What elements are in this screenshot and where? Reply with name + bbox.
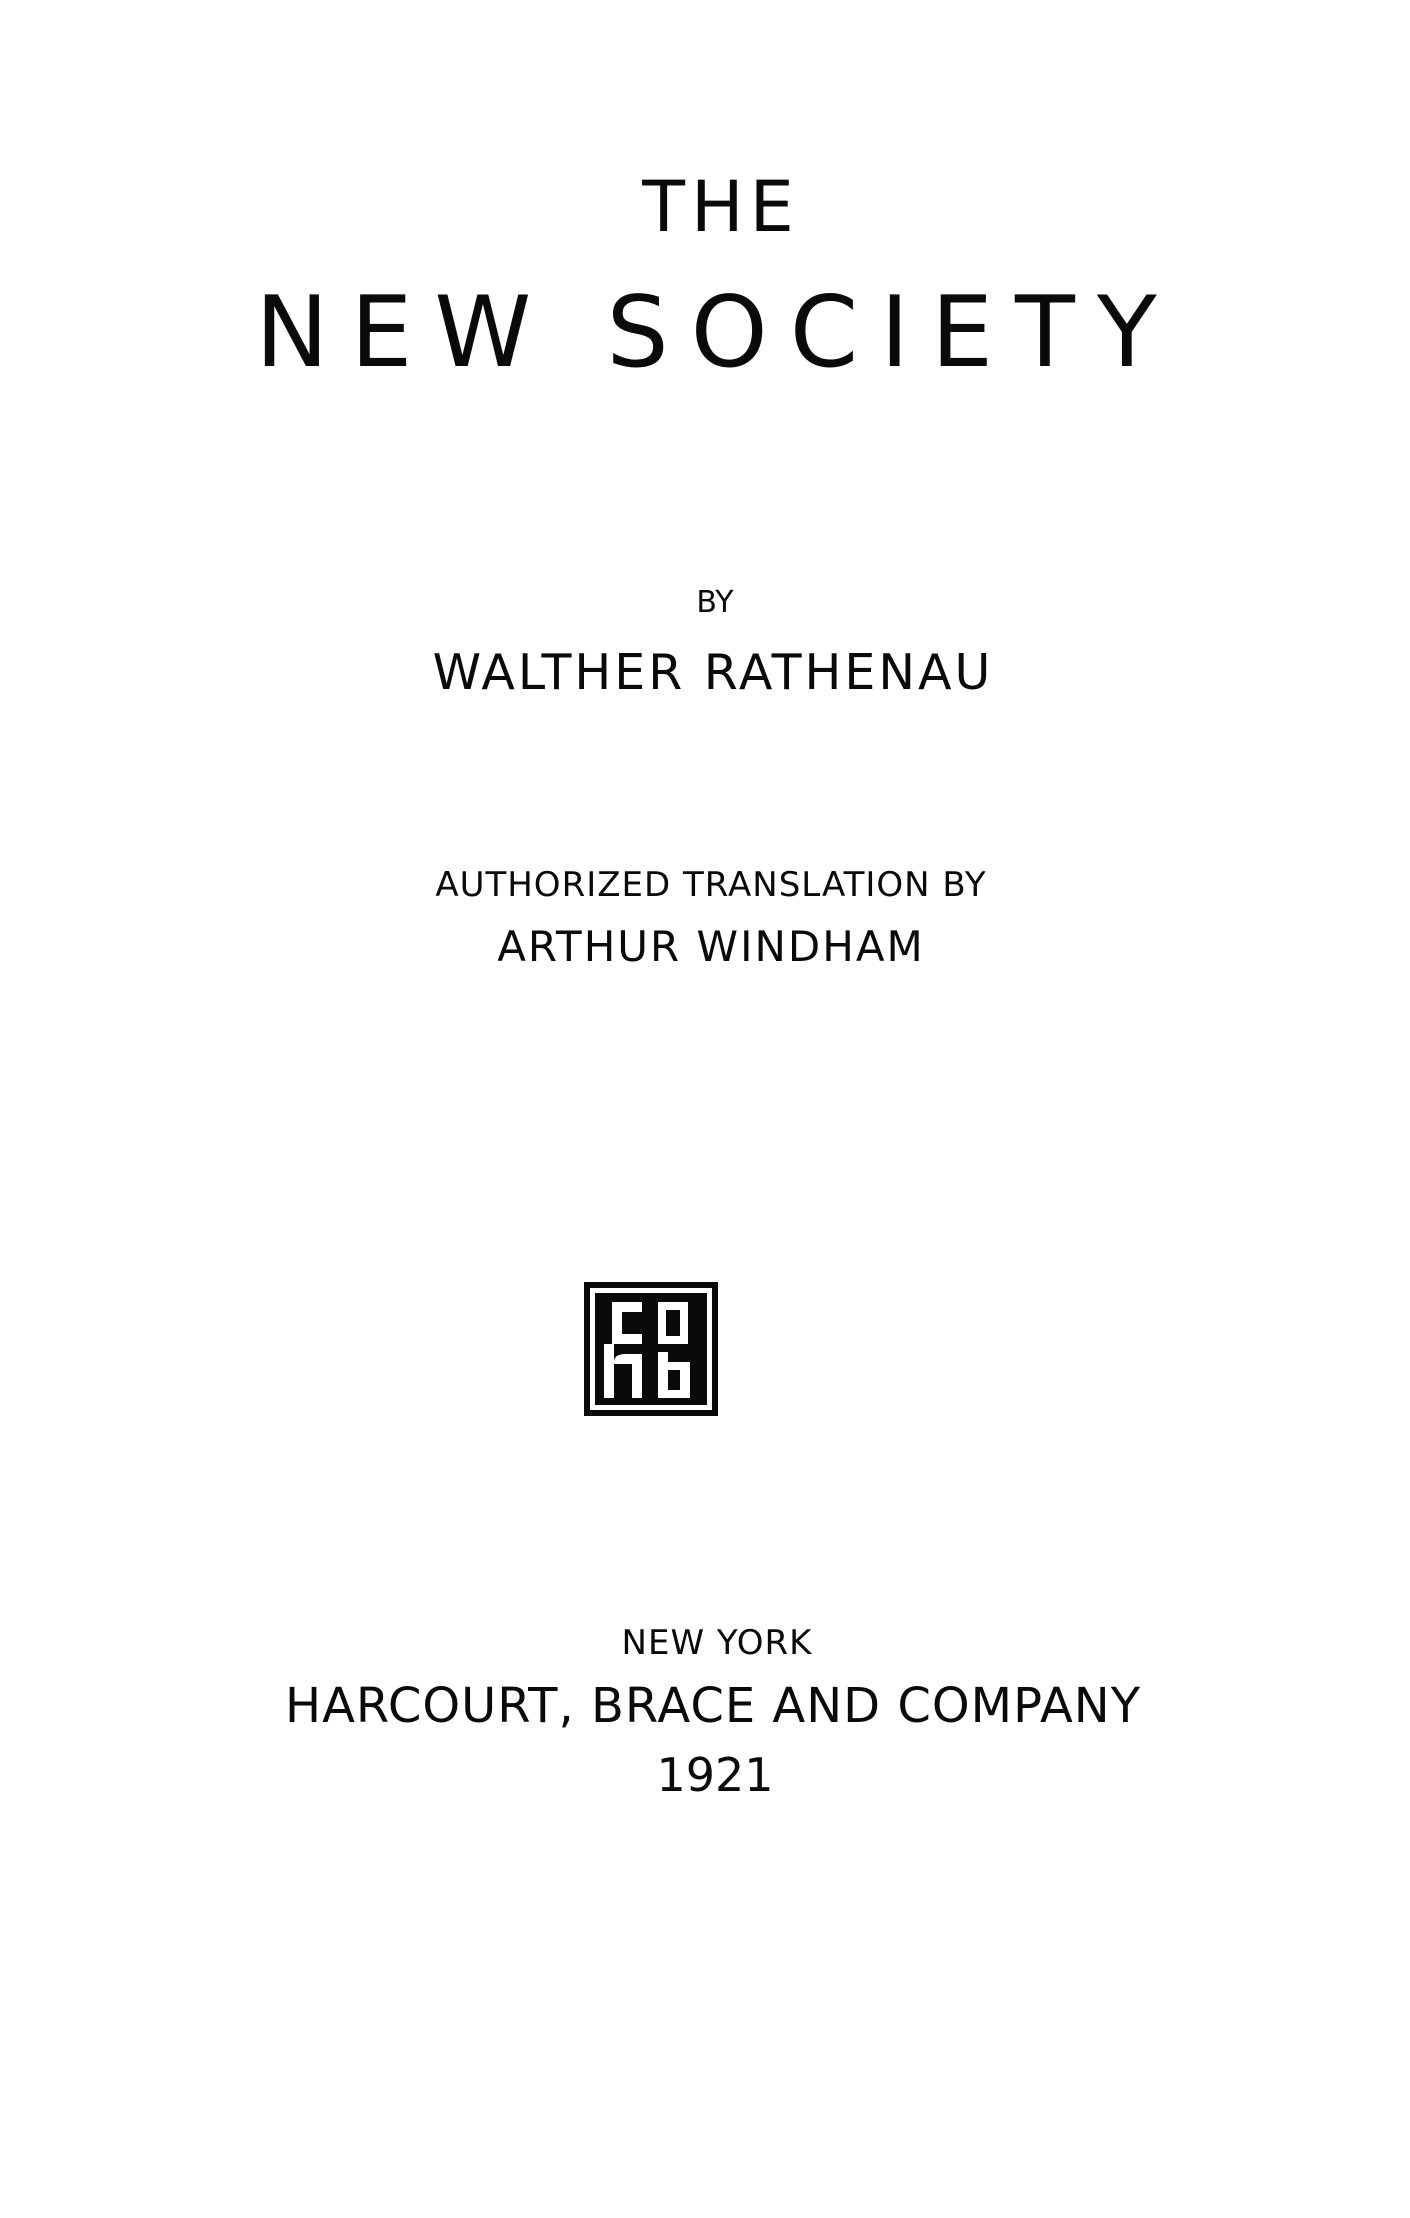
- publication-place: NEW YORK: [621, 1623, 813, 1663]
- hcb-monogram-icon: [584, 1282, 718, 1416]
- translation-label: AUTHORIZED TRANSLATION BY: [435, 865, 987, 905]
- publication-year: 1921: [656, 1748, 774, 1802]
- translator-name: ARTHUR WINDHAM: [497, 922, 925, 971]
- title-line-2: NEW SOCIETY: [255, 276, 1179, 390]
- publisher-name: HARCOURT, BRACE AND COMPANY: [284, 1678, 1142, 1734]
- author-name: WALTHER RATHENAU: [432, 644, 994, 701]
- by-label: BY: [696, 585, 734, 620]
- title-line-1: THE: [642, 166, 800, 248]
